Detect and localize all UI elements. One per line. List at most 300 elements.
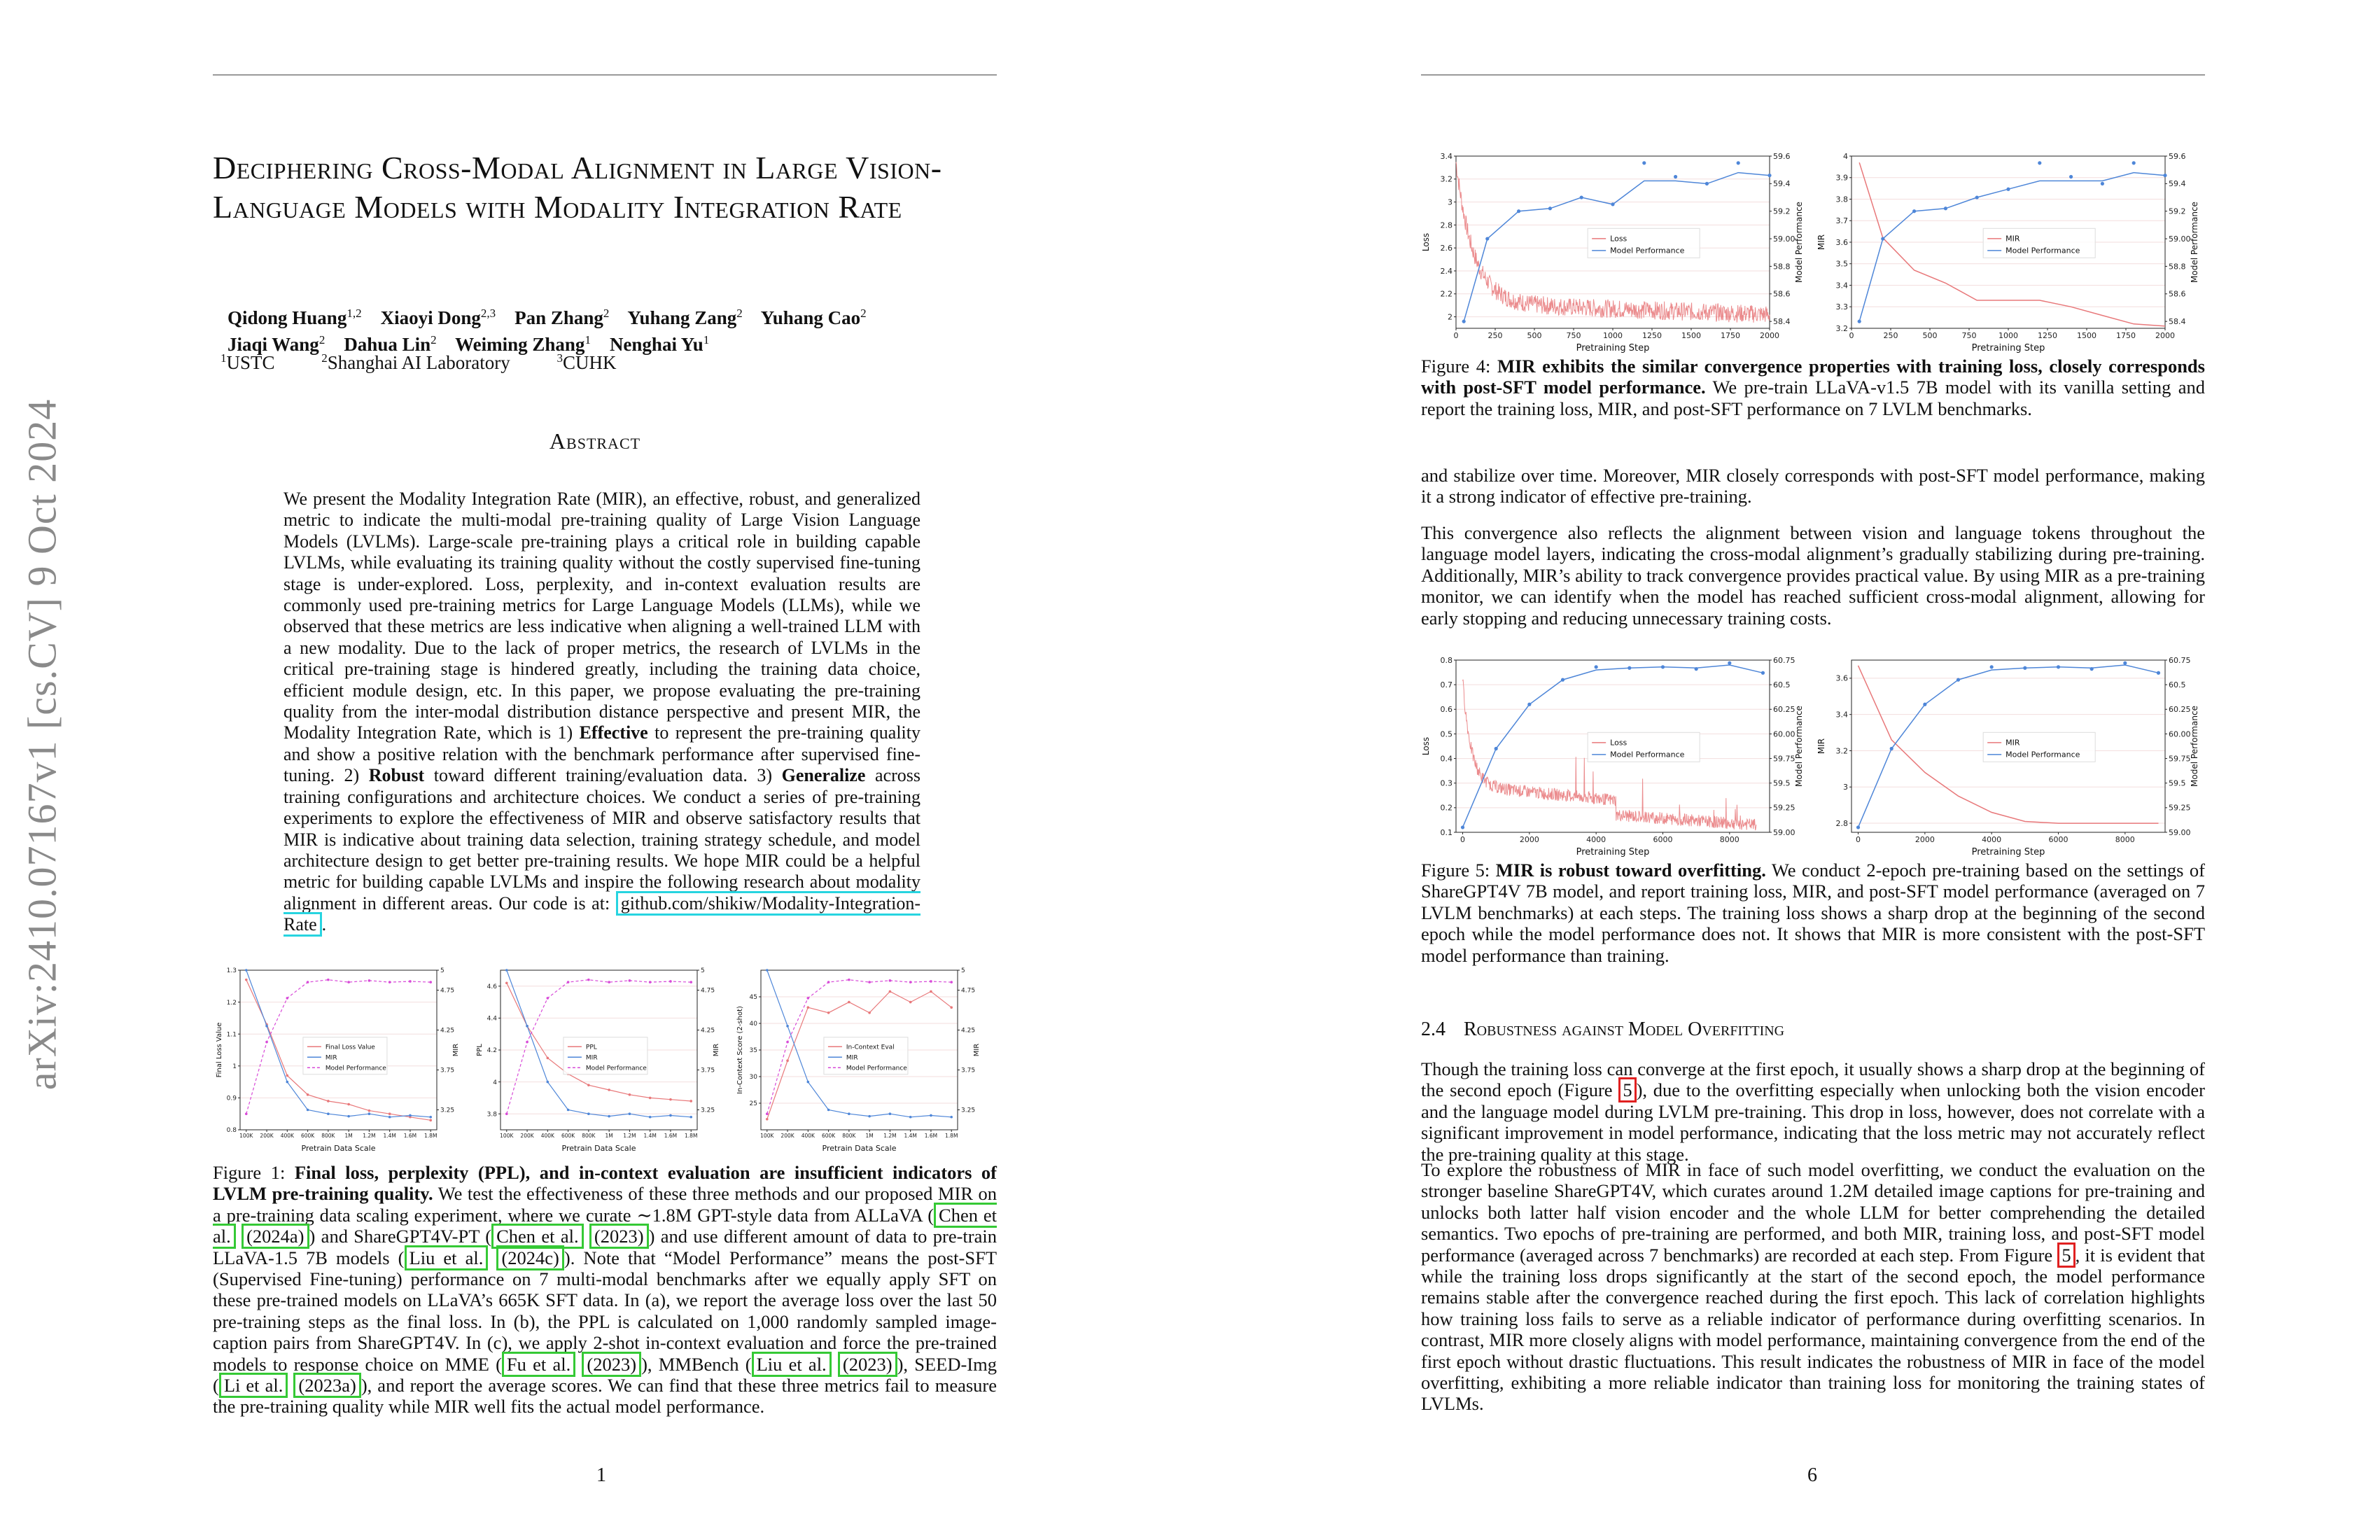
y2-tick-label: 5 — [961, 967, 965, 975]
data-point — [786, 1059, 789, 1062]
x-tick-label: 0 — [1453, 331, 1459, 340]
scatter-point — [1548, 206, 1552, 210]
figure-1c-chart — [734, 965, 983, 1154]
affiliations — [220, 351, 658, 374]
data-point — [766, 969, 769, 972]
data-point — [669, 1098, 672, 1101]
y2-tick-label: 60.75 — [1773, 655, 1795, 665]
y2-tick-label: 58.4 — [2169, 317, 2186, 327]
data-point — [649, 981, 652, 983]
y-tick-label: 3.4 — [1835, 710, 1848, 720]
legend-label: Final Loss Value — [325, 1044, 375, 1051]
data-point — [848, 1112, 850, 1115]
paper-title: Deciphering Cross-Modal Alignment in Large Vision-Language Models with Modality Integration Rate — [213, 150, 942, 225]
y2-tick-label: 58.6 — [2169, 289, 2186, 299]
x-axis-label: Pretrain Data Scale — [822, 1144, 897, 1153]
y2-tick-label: 5 — [440, 967, 444, 975]
data-point — [286, 1074, 289, 1077]
section-heading: 2.4 Robustness against Model Overfitting — [1421, 1018, 1785, 1040]
data-point — [909, 1116, 912, 1119]
data-point — [889, 1112, 892, 1115]
y-tick-label: 30 — [749, 1074, 757, 1082]
data-point — [950, 1006, 953, 1009]
scatter-point — [1990, 665, 1994, 668]
citation-link[interactable]: (2023) — [838, 1352, 897, 1377]
data-point — [807, 1006, 810, 1009]
x-tick-label: 4000 — [1586, 835, 1606, 844]
y2-axis-label: MIR — [973, 1043, 981, 1057]
scatter-point — [1912, 209, 1916, 213]
y2-axis-label: Model Performance — [2190, 706, 2199, 787]
legend-label: Model Performance — [1610, 750, 1685, 760]
scatter-point — [1956, 678, 1960, 682]
scatter-point — [2090, 667, 2094, 671]
data-point — [766, 1118, 769, 1121]
citation-link[interactable]: Chen et al. — [491, 1224, 584, 1249]
y2-tick-label: 59.2 — [1773, 206, 1791, 216]
scatter-point — [2123, 662, 2127, 665]
y-tick-label: 0.7 — [1440, 680, 1452, 690]
y2-tick-label: 59.6 — [2169, 151, 2186, 161]
scatter-point — [1595, 665, 1598, 668]
x-axis-label: Pretraining Step — [1971, 847, 2045, 858]
x-tick-label: 0 — [1460, 835, 1466, 844]
y2-tick-label: 59.00 — [2169, 827, 2191, 837]
author: Weiming Zhang$^1$ — [455, 333, 591, 355]
y-tick-label: 0.9 — [226, 1095, 237, 1102]
y2-tick-label: 4.25 — [701, 1027, 715, 1035]
data-point — [950, 981, 953, 983]
y-tick-label: 2.6 — [1440, 244, 1452, 253]
x-tick-label: 8000 — [2115, 835, 2135, 844]
x-tick-label: 2000 — [1519, 835, 1539, 844]
x-tick-label: 1.8M — [424, 1133, 438, 1139]
figure-5-caption: Figure 5: MIR is robust toward overfitting. We conduct 2-epoch pre-training based on the settings of ShareGPT4V 7B model, and report training loss, MIR, and post-SFT model performance (averaged on 7 LVLM benchmarks) at each steps. The training loss shows a sharp drop at the beginning of the second epoch while the model performance does not. It shows that MIR is more consistent with the post-SFT model performance than training. — [1421, 860, 2205, 966]
data-point — [265, 1025, 268, 1028]
x-tick-label: 600K — [561, 1133, 575, 1139]
x-tick-label: 800K — [842, 1133, 856, 1139]
x-axis-label: Pretraining Step — [1576, 343, 1650, 354]
data-point — [505, 969, 508, 972]
y-tick-label: 4 — [1843, 151, 1848, 161]
data-point — [409, 980, 412, 983]
y2-tick-label: 60.5 — [1773, 680, 1791, 690]
author: Nenghai Yu$^1$ — [609, 333, 710, 355]
y2-tick-label: 60.25 — [1773, 705, 1795, 715]
x-tick-label: 2000 — [2155, 331, 2175, 340]
legend-label: MIR — [585, 1054, 598, 1062]
x-tick-label: 1.6M — [403, 1133, 417, 1139]
scatter-point — [1628, 666, 1631, 670]
data-point — [766, 1112, 769, 1115]
x-tick-label: 100K — [760, 1133, 774, 1139]
data-point — [368, 1112, 371, 1115]
citation-link[interactable]: Fu et al. — [502, 1352, 575, 1377]
data-point — [505, 981, 508, 984]
y2-tick-label: 60.25 — [2169, 705, 2191, 715]
code-link[interactable]: github.com/shikiw/Modality-Integration-Rate — [284, 891, 920, 937]
citation-link[interactable]: (2024c) — [496, 1245, 564, 1270]
y-axis-label: Loss — [1421, 232, 1431, 252]
data-point — [547, 1057, 550, 1060]
data-point — [327, 1100, 330, 1102]
legend-label: In-Context Eval — [846, 1044, 895, 1051]
data-point — [608, 1115, 610, 1118]
x-tick-label: 1750 — [1721, 331, 1740, 340]
y-tick-label: 1.2 — [226, 999, 237, 1007]
x-tick-label: 200K — [260, 1133, 274, 1139]
y2-tick-label: 3.25 — [961, 1107, 976, 1114]
x-axis-label: Pretraining Step — [1576, 847, 1650, 858]
y-tick-label: 1 — [232, 1063, 237, 1070]
legend-label: Model Performance — [325, 1065, 386, 1072]
y2-tick-label: 59.5 — [1773, 778, 1791, 788]
y2-tick-label: 60.5 — [2169, 680, 2186, 690]
x-tick-label: 4000 — [1982, 835, 2002, 844]
y-axis-label: MIR — [1816, 234, 1826, 251]
y2-tick-label: 59.2 — [2169, 206, 2186, 216]
data-point — [629, 1112, 631, 1115]
body-paragraph: Though the training loss can converge at the first epoch, it usually shows a sharp drop at the beginning of the second epoch (Figure 5 ), due to the overfitting especially when unlocking both the vision encoder and the language model during LVLM pre-training. This drop in loss, however, does not correlate with a significant improvement in model performance, indicating that the loss metric may not accurately reflect the pre-training quality at this stage. — [1421, 1058, 2206, 1165]
scatter-point — [1462, 320, 1466, 323]
y2-tick-label: 59.75 — [2169, 754, 2191, 764]
data-point — [368, 979, 371, 982]
y-tick-label: 1.1 — [226, 1031, 237, 1039]
x-tick-label: 0 — [1849, 331, 1854, 340]
data-point — [587, 1084, 590, 1086]
author: Yuhang Zang$^2$ — [627, 307, 743, 328]
y2-axis-label: Model Performance — [2190, 202, 2199, 283]
scatter-point — [1461, 825, 1464, 829]
x-axis-label: Pretrain Data Scale — [301, 1144, 376, 1153]
x-tick-label: 1000 — [1998, 331, 2018, 340]
scatter-point — [2069, 175, 2073, 178]
figure-5a-chart — [1421, 654, 1806, 858]
y2-tick-label: 60.75 — [2169, 655, 2191, 665]
x-tick-label: 400K — [801, 1133, 815, 1139]
scatter-point — [1580, 195, 1583, 199]
data-point — [587, 979, 590, 981]
x-axis-label: Pretraining Step — [1971, 343, 2045, 354]
y-tick-label: 3.6 — [1835, 673, 1848, 683]
scatter-point — [1561, 678, 1564, 682]
data-point — [286, 1081, 289, 1084]
x-tick-label: 200K — [780, 1133, 794, 1139]
y2-tick-label: 58.8 — [2169, 262, 2186, 272]
x-tick-label: 250 — [1488, 331, 1503, 340]
data-point — [786, 1041, 789, 1044]
y-tick-label: 3.2 — [1835, 323, 1848, 333]
citation-link[interactable]: Li et al. — [219, 1373, 288, 1398]
legend-label: PPL — [585, 1044, 597, 1051]
y-tick-label: 3.8 — [486, 1111, 497, 1119]
y-tick-label: 4.2 — [486, 1047, 497, 1055]
data-point — [629, 1093, 631, 1096]
scatter-point — [2038, 161, 2041, 164]
x-axis-label: Pretrain Data Scale — [561, 1144, 636, 1153]
data-point — [368, 1110, 371, 1112]
y2-tick-label: 58.4 — [1773, 317, 1791, 327]
y2-tick-label: 60.00 — [1773, 729, 1795, 739]
x-tick-label: 2000 — [1914, 835, 1935, 844]
citation-link[interactable]: Chen et al. — [213, 1203, 997, 1249]
data-point — [889, 990, 892, 993]
data-point — [690, 1116, 692, 1119]
x-tick-label: 800K — [582, 1133, 596, 1139]
data-point — [608, 1088, 610, 1091]
y-tick-label: 0.1 — [1440, 827, 1452, 837]
y-tick-label: 35 — [749, 1047, 757, 1055]
author: Pan Zhang$^2$ — [514, 307, 610, 328]
y-tick-label: 0.8 — [226, 1127, 237, 1135]
scatter-point — [1761, 671, 1765, 675]
data-point — [868, 981, 871, 983]
y-tick-label: 0.4 — [1440, 754, 1452, 764]
figure-4-caption: Figure 4: MIR exhibits the similar convergence properties with training loss, closely corresponds with post-SFT model performance. We pre-train LLaVA-v1.5 7B model with its vanilla setting and report the training loss, MIR, and post-SFT performance on 7 LVLM benchmarks. — [1421, 356, 2205, 419]
y-tick-label: 45 — [749, 994, 757, 1002]
x-tick-label: 1.4M — [643, 1133, 657, 1139]
x-tick-label: 400K — [540, 1133, 554, 1139]
x-tick-label: 2000 — [1760, 331, 1779, 340]
data-point — [307, 1109, 309, 1112]
abstract-heading: Abstract — [549, 428, 641, 454]
x-tick-label: 1.8M — [685, 1133, 698, 1139]
y2-tick-label: 3.75 — [440, 1067, 455, 1074]
data-point — [388, 1116, 391, 1119]
y2-tick-label: 3.25 — [701, 1107, 715, 1114]
data-point — [950, 1116, 953, 1119]
x-tick-label: 1M — [344, 1133, 353, 1139]
legend-label: Model Performance — [846, 1065, 907, 1072]
y-tick-label: 0.3 — [1440, 778, 1452, 788]
data-point — [889, 979, 892, 982]
y2-tick-label: 60.00 — [2169, 729, 2191, 739]
y2-tick-label: 59.75 — [1773, 754, 1795, 764]
body-paragraph: and stabilize over time. Moreover, MIR closely corresponds with post-SFT model performance, making it a strong indicator of effective pre-training. — [1421, 465, 2205, 507]
data-point — [347, 981, 350, 983]
y2-axis-label: Model Performance — [1794, 202, 1804, 283]
x-tick-label: 600K — [821, 1133, 836, 1139]
data-point — [265, 1041, 268, 1044]
scatter-point — [1856, 825, 1860, 829]
scatter-point — [1728, 662, 1731, 665]
y2-tick-label: 59.4 — [1773, 179, 1791, 189]
x-tick-label: 1250 — [1642, 331, 1662, 340]
legend-label: MIR — [2005, 738, 2020, 748]
y2-tick-label: 59.25 — [2169, 803, 2191, 813]
scatter-point — [1768, 174, 1771, 177]
y-tick-label: 0.5 — [1440, 729, 1452, 739]
data-point — [526, 1041, 528, 1044]
y2-tick-label: 58.6 — [1773, 289, 1791, 299]
data-point — [429, 1119, 432, 1122]
affiliation: $^1$USTC — [220, 351, 275, 373]
scatter-point — [1611, 202, 1614, 206]
y-axis-label: MIR — [1816, 738, 1826, 755]
figure-1a-chart — [214, 965, 462, 1154]
y-tick-label: 0.8 — [1440, 655, 1452, 665]
y2-tick-label: 59.00 — [1773, 827, 1795, 837]
citation-link[interactable]: (2024a) — [241, 1224, 309, 1249]
scatter-point — [1527, 703, 1531, 706]
y2-tick-label: 59.4 — [2169, 179, 2186, 189]
data-point — [429, 1116, 432, 1119]
data-point — [827, 1011, 830, 1014]
data-point — [327, 979, 330, 981]
author: Dahua Lin$^2$ — [344, 333, 437, 355]
y2-tick-label: 59.5 — [2169, 778, 2186, 788]
citation-link[interactable]: Liu et al. — [405, 1245, 489, 1270]
data-point — [848, 1001, 850, 1004]
scatter-point — [1737, 161, 1740, 164]
x-tick-label: 8000 — [1719, 835, 1740, 844]
x-tick-label: 1250 — [2038, 331, 2057, 340]
data-point — [327, 1112, 330, 1115]
x-tick-label: 400K — [280, 1133, 294, 1139]
arxiv-stamp: arXiv:2410.07167v1 [cs.CV] 9 Oct 2024 — [19, 398, 65, 1091]
y-tick-label: 3.7 — [1835, 216, 1848, 226]
citation-link[interactable]: (2023) — [582, 1352, 641, 1377]
data-point — [786, 1025, 789, 1028]
data-point — [608, 981, 610, 983]
y-tick-label: 3 — [1448, 197, 1452, 207]
data-point — [409, 1114, 412, 1117]
affiliation: $^2$Shanghai AI Laboratory — [321, 351, 510, 373]
data-point — [868, 1011, 871, 1014]
y-tick-label: 3.6 — [1835, 237, 1848, 247]
scatter-point — [1485, 237, 1489, 240]
y2-tick-label: 3.75 — [961, 1067, 976, 1074]
citation-link[interactable]: (2023) — [589, 1224, 649, 1249]
x-tick-label: 1.2M — [363, 1133, 376, 1139]
data-point — [307, 1093, 309, 1096]
scatter-point — [2006, 188, 2010, 191]
citation-link[interactable]: (2023a) — [293, 1373, 360, 1398]
data-point — [669, 980, 672, 983]
data-point — [629, 979, 631, 982]
figure-1 — [214, 965, 983, 1154]
scatter-point — [2057, 665, 2060, 668]
body-paragraph: To explore the robustness of MIR in face of such model overfitting, we conduct the evaluation on the stronger baseline ShareGPT4V, which curates around 1.2M detailed image captions for pre-training and unlocks both latter half vision encoder and the whole LLM for better comprehending the detailed semantics. Two epochs of pre-training are performed, and both MIR, training loss, and post-SFT model performance (averaged across 7 benchmarks) are recorded at each step. From Figure 5 , it is evident that while the training loss drops significantly at the start of the second epoch, the model performance remains stable after the convergence reached during the first epoch. This lack of correlation highlights how training loss fails to serve as a reliable indicator of performance during overfitting scenarios. In contrast, MIR more closely aligns with model performance, maintaining convergence from the end of the first epoch without drastic fluctuations. This result indicates the robustness of MIR in face of the model overfitting, exhibiting a more reliable indicator than training loss for monitoring the training states of LVLMs. — [1421, 1159, 2205, 1415]
y-tick-label: 4 — [493, 1079, 497, 1086]
data-point — [690, 1100, 692, 1102]
y2-axis-label: Model Performance — [1794, 706, 1804, 787]
header-rule — [213, 74, 997, 76]
data-point — [286, 997, 289, 1000]
x-tick-label: 750 — [1566, 331, 1581, 340]
scatter-point — [1674, 175, 1677, 178]
y2-tick-label: 59.25 — [1773, 803, 1795, 813]
x-tick-label: 6000 — [2048, 835, 2068, 844]
y-tick-label: 3.4 — [1440, 151, 1452, 161]
y-axis-label: Final Loss Value — [216, 1022, 223, 1078]
x-tick-label: 750 — [1961, 331, 1977, 340]
x-tick-label: 500 — [1527, 331, 1542, 340]
y-tick-label: 0.2 — [1440, 803, 1452, 813]
y-tick-label: 25 — [749, 1100, 757, 1108]
header-rule — [1421, 74, 2205, 76]
scatter-point — [1975, 195, 1979, 199]
y-tick-label: 3.2 — [1440, 174, 1452, 184]
figure-1b-chart — [474, 965, 722, 1154]
y-tick-label: 2.8 — [1835, 818, 1848, 828]
abstract-body: We present the Modality Integration Rate (MIR), an effective, robust, and generalized metric to indicate the multi-modal pre-training quality of Large Vision Language Models (LVLMs). Large-scale pre-training plays a critical role in building capable LVLMs, while evaluating its training quality without the costly supervised fine-tuning stage is under-explored. Loss, perplexity, and in-context evaluation results are commonly used pre-training metrics for Large Language Models (LLMs), while we observed that these metrics are less indicative when aligning a well-trained LLM with a new modality. Due to the lack of proper metrics, the research of LVLMs in the critical pre-training stage is hindered greatly, including the training data choice, efficient module design, etc. In this paper, we propose evaluating the pre-training quality from the inter-modal distribution distance perspective and present MIR, the Modality Integration Rate, which is 1) Effective to represent the pre-training quality and show a positive relation with the benchmark performance after supervised fine-tuning. 2) Robust toward different training/evaluation data. 3) Generalize across training configurations and architecture choices. We conduct a series of pre-training experiments to explore the effectiveness of MIR and observe satisfactory results that MIR is indicative about training data selection, training strategy schedule, and model architecture design to get better pre-training results. We hope MIR could be a helpful metric for building capable LVLMs and inspire the following research about modality alignment in different areas. Our code is at: github.com/shikiw/Modality-Integration-Rate . — [284, 489, 920, 936]
x-tick-label: 500 — [1922, 331, 1938, 340]
scatter-point — [1642, 161, 1646, 164]
figure-ref-link[interactable]: 5 — [1618, 1077, 1636, 1102]
x-tick-label: 1.6M — [664, 1133, 678, 1139]
data-point — [690, 981, 692, 983]
scatter-point — [2132, 161, 2136, 164]
y2-tick-label: 4.25 — [961, 1027, 976, 1035]
scatter-point — [1923, 703, 1926, 706]
data-point — [827, 981, 830, 983]
data-point — [807, 1081, 810, 1084]
data-point — [807, 997, 810, 1000]
legend-label: Loss — [1610, 234, 1628, 244]
data-point — [848, 979, 850, 981]
y2-tick-label: 59.00 — [1773, 234, 1795, 244]
x-tick-label: 100K — [500, 1133, 514, 1139]
x-tick-label: 1.4M — [383, 1133, 396, 1139]
scatter-point — [2157, 671, 2160, 675]
y-tick-label: 0.6 — [1440, 705, 1452, 715]
x-tick-label: 1.6M — [924, 1133, 938, 1139]
data-point — [429, 981, 432, 983]
y2-axis-label: MIR — [713, 1043, 720, 1057]
author: Yuhang Cao$^2$ — [760, 307, 867, 328]
y-tick-label: 2.8 — [1440, 220, 1452, 230]
y-tick-label: 2.2 — [1440, 289, 1452, 299]
y-tick-label: 3.5 — [1835, 259, 1848, 269]
scatter-point — [2101, 182, 2104, 186]
y-tick-label: 2 — [1448, 312, 1452, 322]
scatter-point — [1881, 237, 1884, 240]
x-tick-label: 1.4M — [904, 1133, 917, 1139]
scatter-point — [1705, 182, 1709, 186]
x-tick-label: 1M — [865, 1133, 874, 1139]
data-point — [547, 1081, 550, 1084]
citation-link[interactable]: Liu et al. — [752, 1352, 832, 1377]
y-axis-label: Loss — [1421, 736, 1431, 756]
x-tick-label: 1.8M — [945, 1133, 958, 1139]
figure-ref-link[interactable]: 5 — [2057, 1242, 2075, 1268]
x-tick-label: 1750 — [2116, 331, 2136, 340]
y-axis-label: PPL — [476, 1044, 484, 1056]
y2-tick-label: 58.8 — [1773, 262, 1791, 272]
affiliation: $^3$CUHK — [556, 351, 617, 373]
y2-tick-label: 59.6 — [1773, 151, 1791, 161]
x-tick-label: 1500 — [1681, 331, 1701, 340]
legend-label: Model Performance — [2005, 750, 2080, 760]
scatter-point — [1944, 206, 1947, 210]
author: Qidong Huang$^{1,2}$ — [227, 307, 362, 328]
scatter-point — [1494, 747, 1498, 750]
data-point — [567, 981, 570, 983]
y2-tick-label: 4.75 — [440, 987, 455, 995]
legend-label: MIR — [846, 1054, 858, 1062]
y-tick-label: 1.3 — [226, 967, 237, 975]
x-tick-label: 1500 — [2077, 331, 2096, 340]
y2-tick-label: 3.75 — [701, 1067, 715, 1074]
data-point — [347, 1115, 350, 1118]
y-tick-label: 3.8 — [1835, 195, 1848, 204]
legend-label: Model Performance — [1610, 246, 1685, 255]
y-tick-label: 3 — [1843, 783, 1848, 792]
data-point — [567, 1109, 570, 1112]
x-tick-label: 600K — [300, 1133, 315, 1139]
data-point — [868, 1115, 871, 1118]
